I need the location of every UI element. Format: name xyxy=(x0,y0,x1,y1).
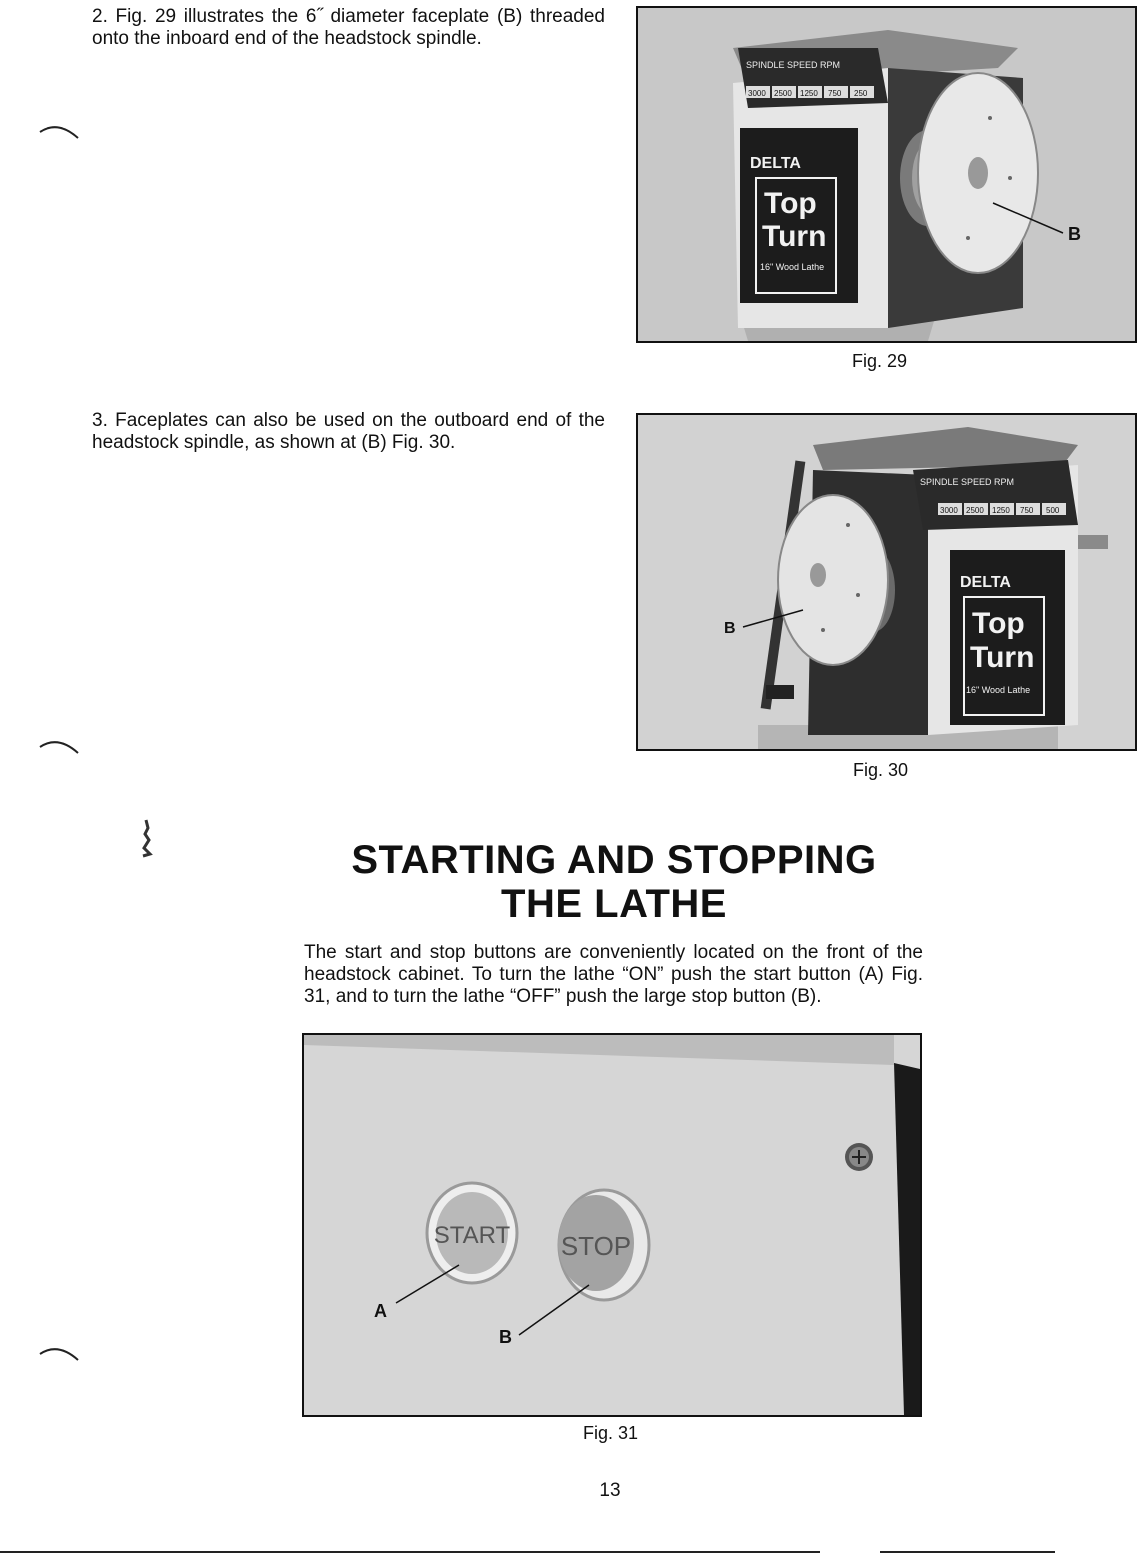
fig30-product-line2: Turn xyxy=(970,641,1035,674)
scan-speck xyxy=(140,818,154,858)
fig30-speed-4: 500 xyxy=(1046,506,1060,515)
section-heading-line2: THE LATHE xyxy=(501,882,727,926)
fig-31-caption: Fig. 31 xyxy=(583,1423,639,1443)
figure-31-photo xyxy=(302,1033,922,1417)
section-heading xyxy=(304,838,924,926)
fig30-product-sub: 16" Wood Lathe xyxy=(966,685,1031,695)
bottom-rule xyxy=(880,1551,1055,1553)
step-2-text: 2. Fig. 29 illustrates the 6˝ diameter faceplate (B) threaded onto the inboard end of the headstock spindle. xyxy=(92,6,605,49)
fig31-callout-b: B xyxy=(499,1327,512,1347)
page-number: 13 xyxy=(599,1480,621,1501)
fig29-speed-2: 1250 xyxy=(800,89,818,98)
fig30-speed-0: 3000 xyxy=(940,506,958,515)
start-button-label: START xyxy=(433,1222,511,1249)
fig30-speed-3: 750 xyxy=(1020,506,1034,515)
figure-29-photo xyxy=(636,6,1137,343)
fig30-speed-1: 2500 xyxy=(966,506,984,515)
fig30-speed-label: SPINDLE SPEED RPM xyxy=(920,477,1015,487)
fig30-brand-logo: DELTA xyxy=(960,574,1011,591)
fig30-speed-2: 1250 xyxy=(992,506,1010,515)
fig29-product-line2: Turn xyxy=(762,220,827,253)
fig29-speed-4: 250 xyxy=(854,89,868,98)
stop-button-label: STOP xyxy=(560,1231,632,1261)
step-3-text: 3. Faceplates can also be used on the outboard end of the headstock spindle, as shown at (B) Fig. 30. xyxy=(92,410,605,453)
fig30-callout-b: B xyxy=(724,620,736,637)
section-body-text: The start and stop buttons are conveniently located on the front of the headstock cabinet. To turn the lathe “ON” push the start button (A) Fig. 31, and to turn the lathe “OFF” push the large stop button (B). xyxy=(304,942,923,1007)
margin-mark xyxy=(38,1340,80,1362)
fig29-brand-logo: DELTA xyxy=(750,155,801,172)
fig29-speed-0: 3000 xyxy=(748,89,766,98)
margin-mark xyxy=(38,118,80,140)
fig29-speed-1: 2500 xyxy=(774,89,792,98)
fig-29-caption: Fig. 29 xyxy=(852,351,908,371)
fig29-callout-b: B xyxy=(1068,224,1081,244)
fig31-callout-a: A xyxy=(374,1301,387,1321)
fig29-speed-label: SPINDLE SPEED RPM xyxy=(746,60,841,70)
figure-30-photo xyxy=(636,413,1137,751)
fig29-product-line1: Top xyxy=(764,187,817,220)
bottom-rule xyxy=(0,1551,820,1553)
fig30-product-line1: Top xyxy=(972,607,1025,640)
section-heading-line1: STARTING AND STOPPING xyxy=(351,838,877,882)
fig29-speed-3: 750 xyxy=(828,89,842,98)
fig29-product-sub: 16" Wood Lathe xyxy=(760,262,825,272)
fig-30-caption: Fig. 30 xyxy=(853,760,909,780)
margin-mark xyxy=(38,733,80,755)
